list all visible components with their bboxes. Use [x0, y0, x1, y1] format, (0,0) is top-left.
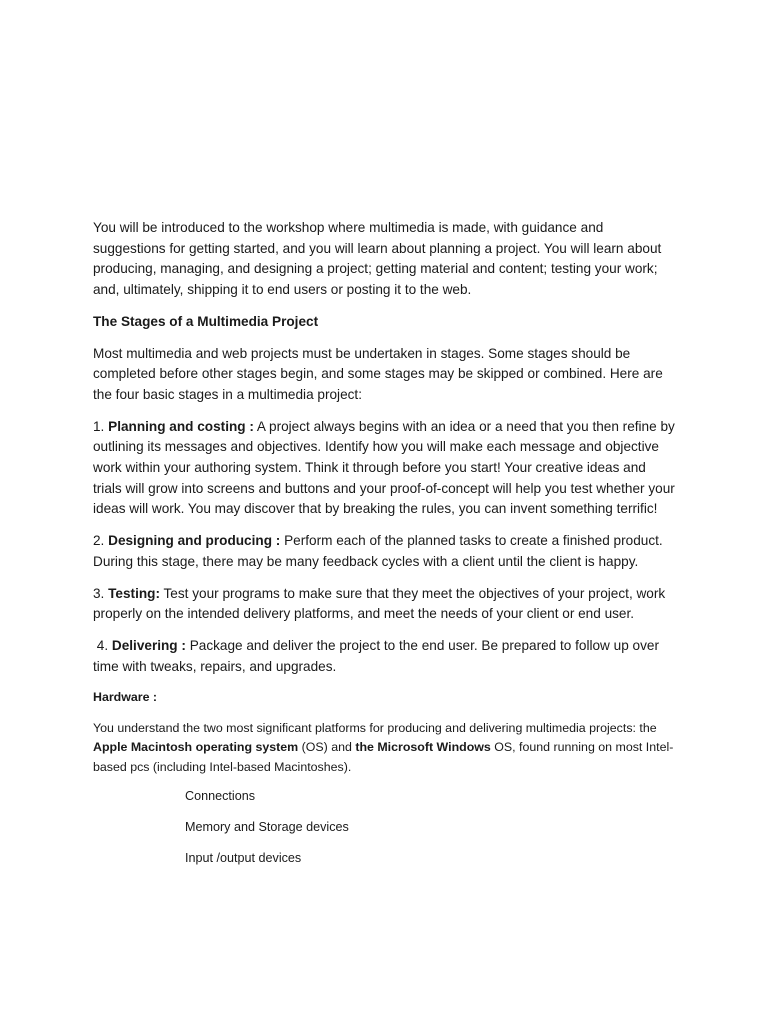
- hardware-bold-mac: Apple Macintosh operating system: [93, 740, 299, 755]
- stage-number: 1.: [93, 418, 109, 434]
- stages-intro-paragraph: Most multimedia and web projects must be undertaken in stages. Some stages should be completed before other stages begin, and some stages may be skipped or combined. Here are the four basic stages in a multimedia project:: [93, 345, 663, 402]
- stage-text: Package and deliver the project to the end user. Be prepared to follow up over time with tweaks, repairs, and upgrades.: [93, 637, 659, 674]
- intro-paragraph: You will be introduced to the workshop where multimedia is made, with guidance and suggestions for getting started, and you will learn about planning a project. You will learn about producing, managing, and designing a project; getting material and content; testing your work; and, ultimately, shipping it to end users or posting it to the web.: [93, 220, 662, 298]
- stage-title: Delivering :: [111, 637, 186, 653]
- stage-title: Designing and producing :: [108, 533, 281, 549]
- hardware-heading: Hardware :: [93, 690, 158, 705]
- stage-number: 4.: [93, 637, 112, 653]
- stage-title: Planning and costing :: [108, 418, 254, 434]
- stage-number: 2.: [93, 533, 109, 549]
- hardware-paragraph: [93, 719, 678, 778]
- hardware-item-memory: Memory and Storage devices: [185, 820, 349, 835]
- hardware-bold-windows: the Microsoft Windows: [355, 740, 491, 755]
- hardware-item-io: Input /output devices: [185, 851, 302, 866]
- hardware-item-connections: Connections: [185, 789, 256, 804]
- stage-text: Perform each of the planned tasks to create a finished product. During this stage, there may be many feedback cycles with a client until the client is happy.: [93, 533, 663, 569]
- document-page: [93, 218, 678, 880]
- hardware-text: You understand the two most significant platforms for producing and delivering multimedia projects: the: [93, 720, 657, 735]
- stage-text: Test your programs to make sure that they meet the objectives of your project, work properly on the intended delivery platforms, and meet the needs of your client or end user.: [93, 585, 666, 622]
- hardware-items-list: [93, 787, 678, 868]
- hardware-text: (OS) and: [298, 740, 356, 755]
- stage-title: Testing:: [108, 585, 160, 601]
- stage-designing: [93, 531, 678, 572]
- stage-planning: [93, 417, 678, 521]
- hardware-text: OS, found running on most Intel-based pcs (including Intel-based Macintoshes).: [93, 740, 674, 774]
- stage-number: 3.: [93, 585, 109, 601]
- stage-text: A project always begins with an idea or a need that you then refine by outlining its messages and objectives. Identify how you will make each message and objective work within your authoring system. Think it through before you start! Your creative ideas and trials will grow into screens and buttons and your proof-of-concept will help you test whether your ideas will work. You may discover that by breaking the rules, you can invent something terrific!: [93, 418, 675, 517]
- stages-heading: The Stages of a Multimedia Project: [93, 313, 319, 329]
- stage-delivering: [93, 636, 678, 677]
- stage-testing: [93, 584, 678, 625]
